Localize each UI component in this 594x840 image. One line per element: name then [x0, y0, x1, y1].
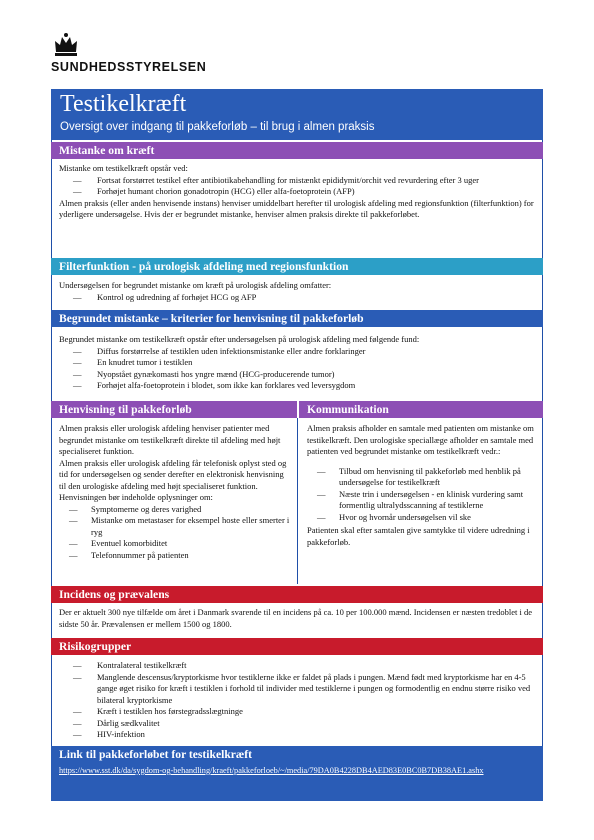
begrundet-list: [59, 346, 537, 392]
kommunikation-p1: Almen praksis afholder en samtale med patienten om mistanke om testikelkræft. Den urologiske speciallæge afholder en samtale med patienten ved begrundet mistanke om testikelkræft vedr.:: [307, 423, 534, 456]
section-filter: [59, 280, 537, 303]
mistanke-list: [59, 175, 537, 198]
brand-name: SUNDHEDSSTYRELSEN: [51, 60, 207, 74]
section-heading-kommunikation: Kommunikation: [299, 401, 543, 418]
mistanke-intro: Mistanke om testikelkræft opstår ved:: [59, 163, 188, 173]
section-heading-filter: Filterfunktion - på urologisk afdeling med regionsfunktion: [51, 258, 543, 275]
list-item: — Forhøjet alfa-foetoprotein i blodet, som ikke kan forklares ved leversygdom: [59, 380, 537, 392]
sundhedsstyrelsen-logo: [51, 32, 206, 74]
list-item: — Kontrol og udredning af forhøjet HCG og AFP: [59, 292, 537, 304]
link-section: [51, 746, 543, 801]
section-heading-begrundet: Begrundet mistanke – kriterier for henvisning til pakkeforløb: [51, 310, 543, 327]
incidens-text: Der er aktuelt 300 nye tilfælde om året i Danmark svarende til en incidens på ca. 10 per 100.000 mænd. Incidensen er næsten tredoblet i de sidste 50 år. Prævalensen er mellem 1500 og 1800.: [59, 607, 533, 629]
henvisning-list: [59, 504, 291, 562]
henvisning-p1: Almen praksis eller urologisk afdeling henviser patienter med begrundet mistanke om testikelkræft direkte til afdeling med højt specialiseret funktion.: [59, 423, 281, 456]
begrundet-intro: Begrundet mistanke om testikelkræft opstår efter undersøgelsen på urologisk afdeling med følgende fund:: [59, 334, 420, 344]
list-item: — Symptomerne og deres varighed: [59, 504, 291, 516]
list-item: — Hvor og hvornår undersøgelsen vil ske: [307, 512, 537, 524]
filter-list: [59, 292, 537, 304]
page-subtitle: Oversigt over indgang til pakkeforløb – til brug i almen praksis: [60, 121, 375, 133]
list-item: — Kontralateral testikelkræft: [59, 660, 537, 672]
list-item: — Forhøjet humant chorion gonadotropin (HCG) eller alfa-foetoprotein (AFP): [59, 186, 537, 198]
section-begrundet: [59, 334, 537, 392]
section-heading-risiko: Risikogrupper: [51, 638, 543, 655]
list-item: — Fortsat forstørret testikel efter antibiotikabehandling for mistænkt epididymit/orchit ved revurdering efter 3 uger: [59, 175, 537, 187]
henvisning-p3: Henvisningen bør indeholde oplysninger om:: [59, 492, 213, 502]
section-mistanke: [59, 163, 537, 221]
list-item: — Telefonnummer på patienten: [59, 550, 291, 562]
list-item: — Mistanke om metastaser for eksempel hoste eller smerter i ryg: [59, 515, 291, 538]
list-item: — Manglende descensus/kryptorkisme hvor testiklerne ikke er faldet på plads i pungen. Mænd født med kryptorkisme har en 4-5 gange øget risiko for kræft i testiklen i forhold til individer med testiklerne i pungen og formodentlig en endnu større risiko ved bilateral kryptorkisme: [59, 672, 537, 707]
section-heading-henvisning: Henvisning til pakkeforløb: [51, 401, 297, 418]
title-banner: [51, 89, 543, 140]
section-henvisning: [59, 423, 291, 561]
list-item: — HIV-infektion: [59, 729, 537, 741]
page-title: Testikelkræft: [60, 91, 187, 117]
kommunikation-list: [307, 466, 537, 524]
kommunikation-p2: Patienten skal efter samtalen give samtykke til videre udredning i pakkeforløb.: [307, 525, 530, 547]
list-item: — Eventuel komorbiditet: [59, 538, 291, 550]
list-item: — Diffus forstørrelse af testiklen uden infektionsmistanke eller andre forklaringer: [59, 346, 537, 358]
pakkeforloeb-link[interactable]: https://www.sst.dk/da/sygdom-og-behandling/kraeft/pakkeforloeb/~/media/79DA0B4228DB4AED83E0BC0B7DB38AE1.ashx: [59, 766, 484, 775]
mistanke-after: Almen praksis (eller anden henvisende instans) henviser umiddelbart herefter til urologisk afdeling med regionsfunktion (filterfunktion) for yderligere undersøgelse. Hvis der er begrundet mistanke, henviser almen praksis direkte til pakkeforløbet.: [59, 197, 534, 219]
column-divider: [297, 418, 298, 584]
list-item: — Kræft i testiklen hos førstegradsslægtninge: [59, 706, 537, 718]
section-heading-mistanke: Mistanke om kræft: [51, 142, 543, 159]
list-item: — Dårlig sædkvalitet: [59, 718, 537, 730]
list-item: — Nyopstået gynækomasti hos yngre mænd (HCG-producerende tumor): [59, 369, 537, 381]
section-kommunikation: [307, 423, 537, 548]
list-item: — Tilbud om henvisning til pakkeforløb med henblik på undersøgelse for testikelkræft: [307, 466, 537, 489]
risiko-list: [59, 660, 537, 741]
list-item: — Næste trin i undersøgelsen - en klinisk vurdering samt formentlig ultralydsscanning af testiklerne: [307, 489, 537, 512]
section-incidens: [59, 607, 537, 630]
link-heading: Link til pakkeforløbet for testikelkræft: [59, 748, 253, 761]
filter-intro: Undersøgelsen for begrundet mistanke om kræft på urologisk afdeling omfatter:: [59, 280, 332, 290]
section-risiko: [59, 660, 537, 741]
section-heading-incidens: Incidens og prævalens: [51, 586, 543, 603]
henvisning-p2: Almen praksis eller urologisk afdeling får telefonisk oplyst sted og tid for undersøgelsen og sender derefter en elektronisk henvisning til den urologiske afdeling med højt specialiseret funktion.: [59, 457, 287, 491]
crown-icon: [53, 32, 79, 56]
list-item: — En knudret tumor i testiklen: [59, 357, 537, 369]
